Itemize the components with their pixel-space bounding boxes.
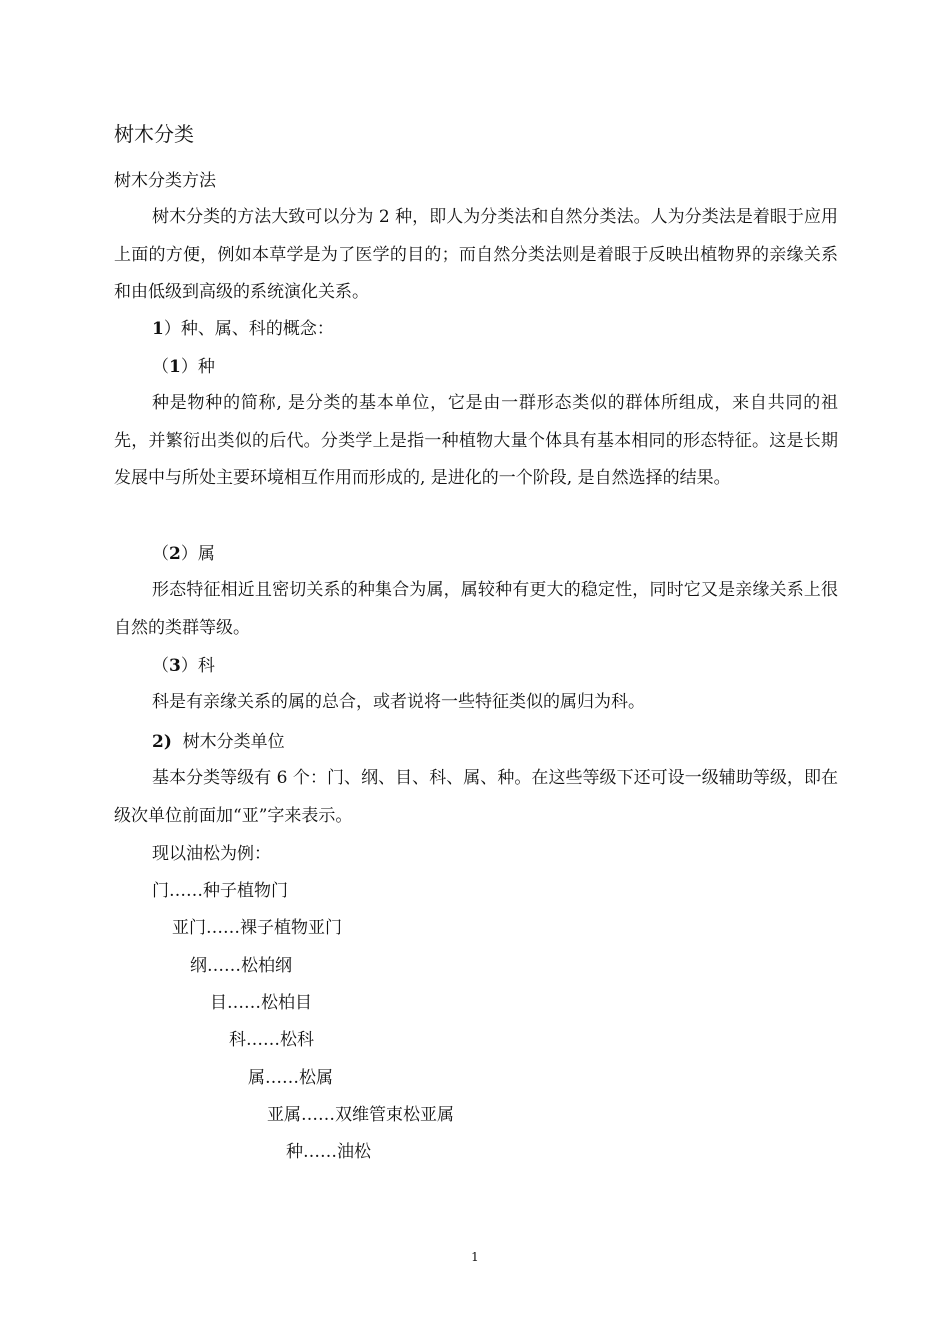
species-paragraph: 种是物种的简称, 是分类的基本单位，它是由一群形态类似的群体所组成，来自共同的祖先，并繁衍出类似的后代。分类学上是指一种植物大量个体具有基本相同的形态特征。这是长期发展中与所处主要环境相互作用而形成的, 是进化的一个阶段, 是自然选择的结果。 bbox=[114, 393, 838, 488]
section-1-number: 1 bbox=[152, 319, 164, 339]
document-subtitle: 树木分类方法 bbox=[114, 171, 216, 191]
document-title: 树木分类 bbox=[114, 122, 194, 146]
hierarchy-item: 门……种子植物门 bbox=[152, 881, 288, 901]
section-1-heading bbox=[152, 318, 334, 340]
genus-paragraph: 形态特征相近且密切关系的种集合为属，属较种有更大的稳定性，同时它又是亲缘关系上很自然的类群等级。 bbox=[114, 580, 838, 638]
section-1-heading-text: ）种、属、科的概念： bbox=[163, 319, 334, 339]
subsection-genus-heading: （2）属 bbox=[152, 544, 215, 564]
subsection-genus-label: 属 bbox=[197, 544, 215, 564]
subsection-family-heading: （3）科 bbox=[152, 656, 215, 676]
hierarchy-item: 纲……松柏纲 bbox=[190, 956, 292, 976]
hierarchy-item: 科……松科 bbox=[229, 1030, 314, 1050]
section-2-heading bbox=[152, 731, 285, 753]
subsection-family-number: 3 bbox=[169, 656, 181, 676]
subsection-family-label: 科 bbox=[197, 656, 215, 676]
family-paragraph: 科是有亲缘关系的属的总合，或者说将一些特征类似的属归为科。 bbox=[152, 692, 645, 712]
subsection-species-number: 1 bbox=[169, 357, 181, 377]
section-2-number: 2) bbox=[152, 732, 172, 752]
hierarchy-item: 属……松属 bbox=[248, 1068, 333, 1088]
hierarchy-item: 亚属……双维管束松亚属 bbox=[267, 1105, 454, 1125]
subsection-genus-number: 2 bbox=[169, 544, 181, 564]
page-number: 1 bbox=[471, 1250, 479, 1264]
hierarchy-item: 亚门……裸子植物亚门 bbox=[172, 918, 342, 938]
hierarchy-item: 种……油松 bbox=[286, 1142, 371, 1162]
intro-paragraph: 树木分类的方法大致可以分为 2 种，即人为分类法和自然分类法。人为分类法是着眼于应用上面的方便，例如本草学是为了医学的目的；而自然分类法则是着眼于反映出植物界的亲缘关系和由低级到高级的系统演化关系。 bbox=[114, 207, 838, 302]
classification-units-paragraph: 基本分类等级有 6 个：门、纲、目、科、属、种。在这些等级下还可设一级辅助等级，即在级次单位前面加“亚”字来表示。 bbox=[114, 768, 838, 826]
subsection-species-heading: （1）种 bbox=[152, 357, 215, 377]
example-intro: 现以油松为例： bbox=[152, 844, 271, 864]
hierarchy-item: 目……松柏目 bbox=[210, 993, 312, 1013]
section-2-heading-text: 树木分类单位 bbox=[182, 732, 285, 752]
subsection-species-label: 种 bbox=[197, 357, 215, 377]
